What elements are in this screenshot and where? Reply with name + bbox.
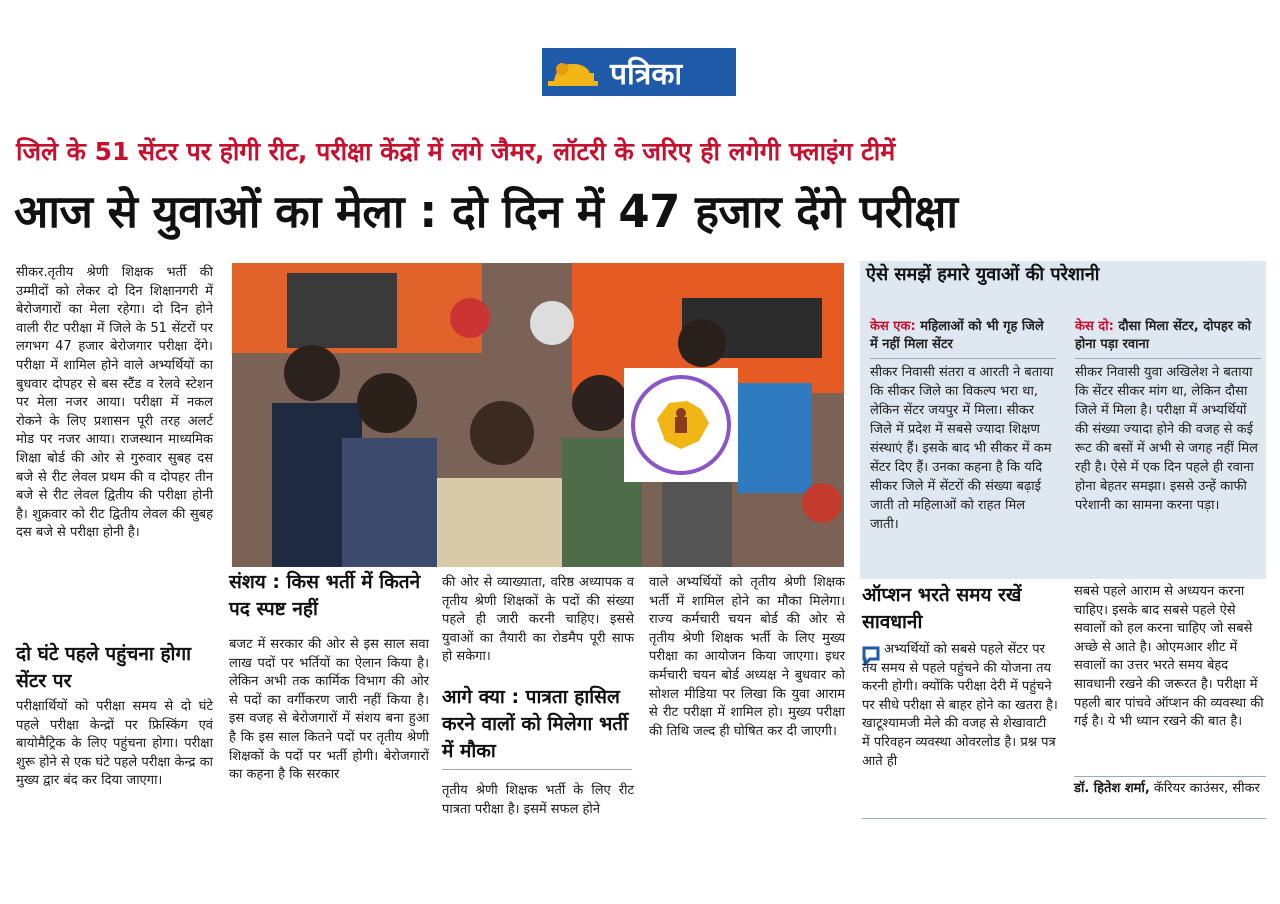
sidebar-title: ऐसे समझें हमारे युवाओं की परेशानी — [866, 264, 1100, 285]
byline-role: कॅरियर काउंसर, सीकर — [1153, 781, 1260, 796]
case-2-heading — [1075, 318, 1261, 354]
case-1-title: महिलाओं को भी गृह जिले में नहीं मिला सेंटर — [870, 319, 1044, 352]
case-1-body: सीकर निवासी संतरा व आरती ने बताया कि सीकर जिले का विकल्प भरा था, लेकिन सेंटर जयपुर में मिला। सीकर जिले में प्रदेश में सबसे ज्यादा शिक्षण संस्थाएं हैं। इसके बाद भी सीकर में कम सेंटर दिए हैं। उनका कहना है कि यदि सीकर जिले में सेंटरों की संख्या बढ़ाई जाती तो महिलाओं को राहत मिल जाती। — [870, 365, 1054, 532]
column-2-body: बजट में सरकार की ओर से इस साल सवा लाख पदों पर भर्तियों का ऐलान किया है। लेकिन अभी तक कार्मिक विभाग की ओर से पदों का वर्गीकरण जारी नहीं किया है। इस वजह से बेरोजगारों में संशय बना हुआ है कि इस साल कितने पदों पर तृतीय श्रेणी शिक्षकों के पदों पर भर्ती होगी। बेरोजगारों का कहना है कि सरकार — [229, 637, 429, 783]
rajasthan-education-emblem — [624, 368, 738, 482]
column-1-lead: सीकर.तृतीय श्रेणी शिक्षक भर्ती की उम्मीदों को लेकर दो दिन शिक्षानगरी में बेरोजगारों का मेला रहेगा। दो दिन होने वाली रीट परीक्षा में जिले के 51 सेंटरों पर लगभग 47 हजार बेरोजगार परीक्षा देंगे। परीक्षा में शामिल होने वाले अभ्यर्थियों का बुधवार दोपहर से बस स्टैंड व रेलवे स्टेशन पर मेला नजर आया। परीक्षा में नकल रोकने के लिए प्रशासन पूरी तरह अलर्ट मोड पर नजर आया। राजस्थान माध्यमिक शिक्षा बोर्ड की ओर से गुरुवार सुबह दस बजे से रीट लेवल प्रथम की व दोपहर तीन बजे से रीट लेवल द्वितीय की परीक्षा होनी है। शुक्रवार को रीट द्वितीय लेवल की सुबह दस बजे से परीक्षा होनी है। — [16, 265, 213, 541]
case-1-heading — [870, 318, 1056, 354]
column-1-body: परीक्षार्थियों को परीक्षा समय से दो घंटे पहले परीक्षा केन्द्रों पर फ्रिस्किंग एवं बायोमैट्रिक के लिए पहुंचना होगा। परीक्षा शुरू होने से एक घंटे पहले परीक्षा केन्द्र का मुख्य द्वार बंद कर दिया जाएगा। — [16, 699, 213, 789]
bottom-rule — [862, 818, 1266, 819]
crowd-photo — [232, 263, 844, 567]
main-headline: आज से युवाओं का मेला : दो दिन में 47 हजार देंगे परीक्षा — [14, 185, 958, 238]
byline-name: डॉ. हितेश शर्मा, — [1074, 781, 1150, 796]
option-subhead: ऑप्शन भरते समय रखें सावधानी — [862, 584, 1022, 633]
column-4-body: वाले अभ्यर्थियों को तृतीय श्रेणी शिक्षक भर्ती में शामिल होने का मौका मिलेगा। राज्य कर्मचारी चयन बोर्ड की ओर से तृतीय श्रेणी शिक्षक भर्ती के लिए मुख्य परीक्षा का आयोजन किया जाएगा। इधर कर्मचारी चयन बोर्ड अध्यक्ष ने बुधवार को सोशल मीडिया पर लिखा कि युवा आराम से रीट परीक्षा में शामिल हो। मुख्य परीक्षा की तिथि जल्द ही घोषित कर दी जाएगी। — [649, 575, 845, 739]
lion-emblem-icon — [542, 48, 604, 96]
patrika-logo — [542, 48, 736, 96]
option-body-left: अभ्यर्थियों को सबसे पहले सेंटर पर तय समय से पहले पहुंचने की योजना तय करनी होगी। क्योंकि परीक्षा देरी में पहुंचने पर सीधे परीक्षा से बाहर होने का खतरा है। खाटूश्यामजी मेले की वजह से शेखावाटी में परिवहन व्यवस्था ओवरलोड है। प्रश्न पत्र आते ही — [862, 642, 1058, 769]
column-3-divider — [442, 769, 632, 770]
byline — [1074, 779, 1266, 798]
case-1-tag: केस एक: — [870, 319, 916, 334]
case-2-divider — [1075, 358, 1261, 359]
case-2-title: दौसा मिला सेंटर, दोपहर को होना पड़ा रवाना — [1075, 319, 1251, 352]
case-1-divider — [870, 358, 1056, 359]
masthead-name: पत्रिका — [610, 56, 683, 92]
column-2-subhead: संशय : किस भर्ती में कितने पद स्पष्ट नहीं — [229, 571, 421, 620]
column-1-subhead: दो घंटे पहले पहुंचना होगा सेंटर पर — [16, 643, 192, 692]
column-3-body-top: की ओर से व्याख्याता, वरिष्ठ अध्यापक व तृतीय श्रेणी शिक्षकों के पदों की संख्या पहले ही जारी करनी चाहिए। इससे युवाओं का तैयारी का रोडमैप पूरी साफ हो सकेगा। — [442, 575, 634, 665]
kicker-headline: जिले के 51 सेंटर पर होगी रीट, परीक्षा केंद्रों में लगे जैमर, लॉटरी के जरिए ही लगेगी फ्लाइंग टीमें — [16, 137, 896, 166]
case-2-body: सीकर निवासी युवा अखिलेश ने बताया कि सेंटर सीकर मांग था, लेकिन दौसा जिले में मिला है। परीक्षा में अभ्यर्थियों की संख्या ज्यादा होने की वजह से कई रूट की बसों में अभी से जगह नहीं मिल रही है। ऐसे में एक दिन पहले ही रवाना होना बेहतर समझा। इससे उन्हें काफी परेशानी का सामना करना पड़ा। — [1075, 365, 1258, 513]
byline-divider — [1074, 776, 1266, 777]
option-body-right: सबसे पहले आराम से अध्ययन करना चाहिए। इसके बाद सबसे पहले ऐसे सवालों को हल करना चाहिए जो सबसे अच्छे से आते है। ओएमआर शीट में सवालों का उत्तर भरते समय बेहद सावधानी रखने की जरूरत है। परीक्षा में पहली बार पांचवे ऑप्शन की व्यवस्था की गई है। ये भी ध्यान रखने की बात है। — [1074, 584, 1264, 730]
case-2-tag: केस दो: — [1075, 319, 1114, 334]
column-3-body-bottom: तृतीय श्रेणी शिक्षक भर्ती के लिए रीट पात्रता परीक्षा है। इसमें सफल होने — [442, 783, 634, 817]
column-3-subhead: आगे क्या : पात्रता हासिल करने वालों को मिलेगा भर्ती में मौका — [442, 686, 629, 762]
